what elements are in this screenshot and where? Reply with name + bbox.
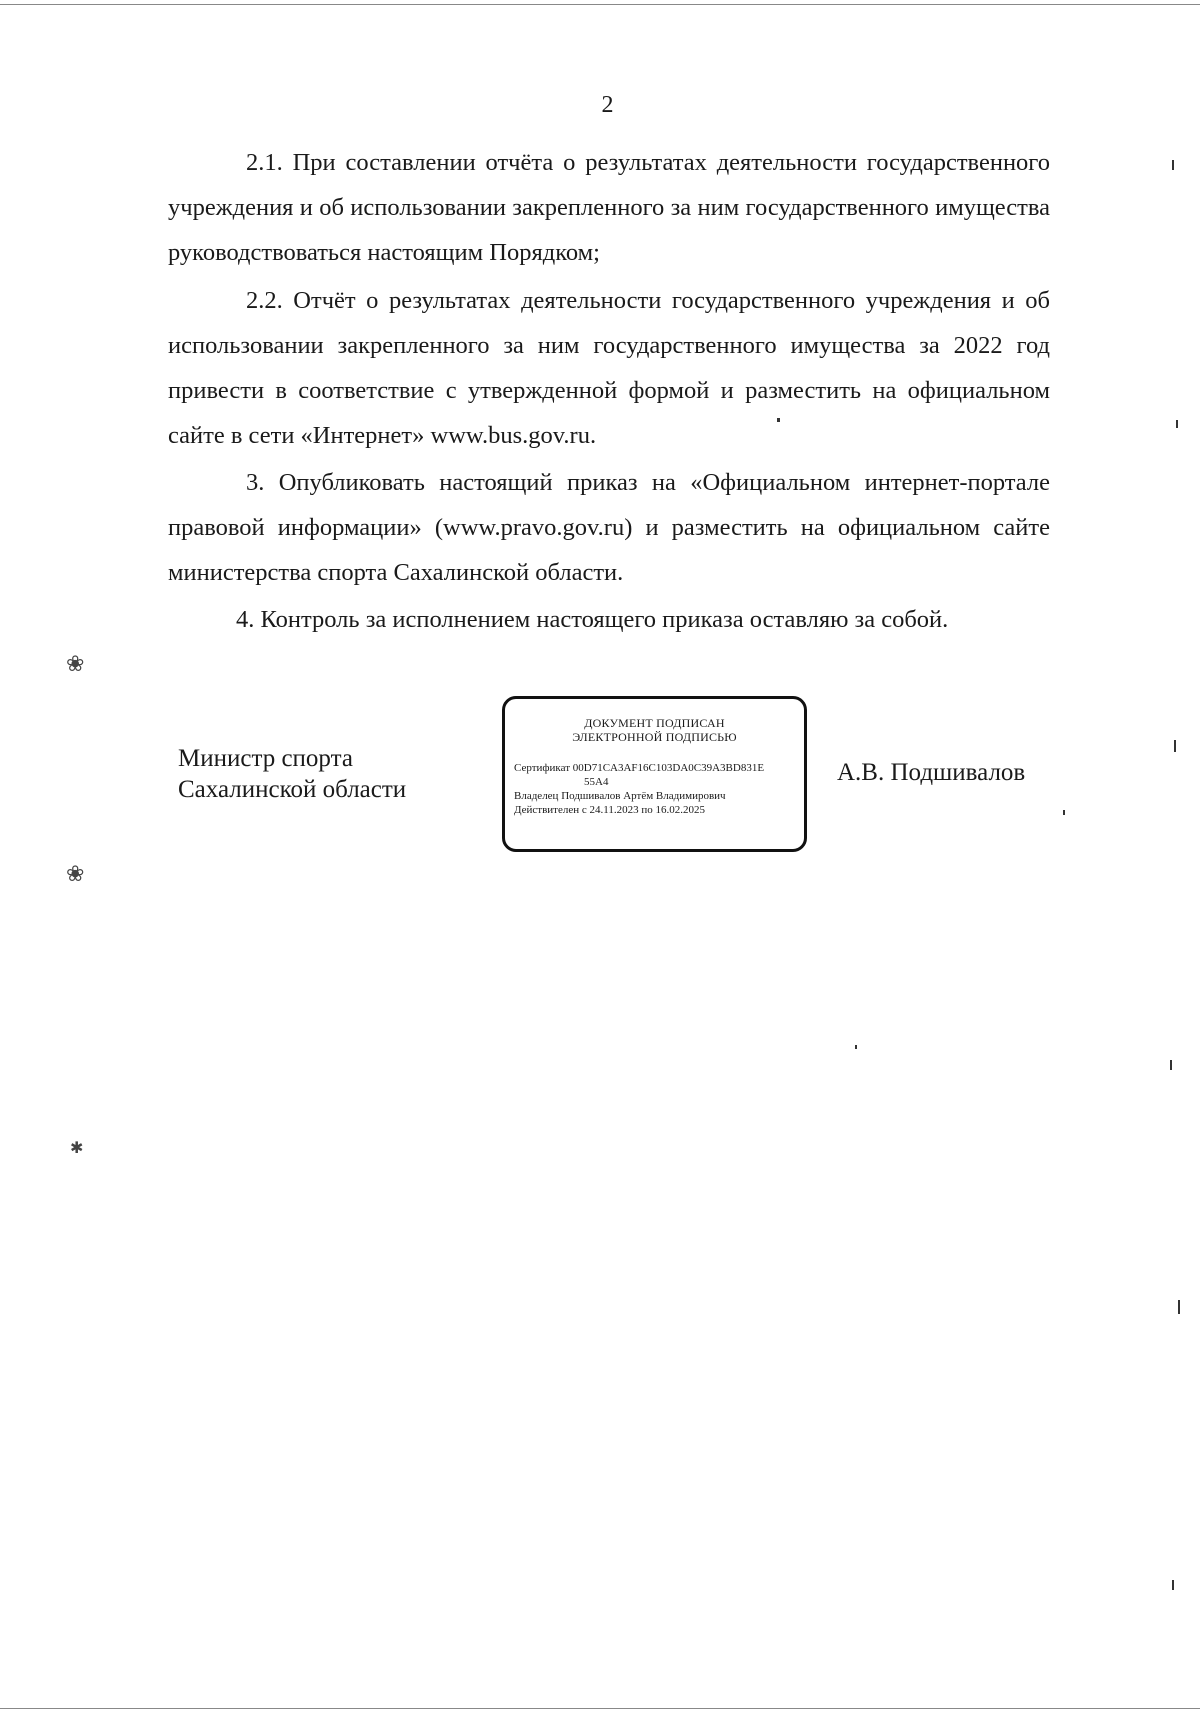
scan-noise [1170,1060,1172,1070]
paragraph-text: 2.2. Отчёт о результатах деятельности государственного учреждения и об использовании закрепленного за ним государственного имущества за 2022 год привести в соответствие с утвержденной формой и разместить на официальном сайте в сети «Интернет» www.bus.gov.ru. [168,287,1050,449]
paragraph-4 [168,597,1050,642]
scan-mark-icon: ✱ [70,1138,84,1157]
paragraph-text: 4. Контроль за исполнением настоящего приказа оставляю за собой. [236,606,949,633]
paragraph-text: 2.1. При составлении отчёта о результатах деятельности государственного учреждения и об использовании закрепленного за ним государственного имущества руководствоваться настоящим Порядком; [168,149,1050,266]
electronic-signature-stamp [502,696,807,852]
paragraph-text: 3. Опубликовать настоящий приказ на «Официальном интернет-портале правовой информации» (www.pravo.gov.ru) и разместить на официальном сайте министерства спорта Сахалинской области. [168,469,1050,586]
stamp-certificate: Сертификат 00D71CA3AF16C103DA0C39A3BD831E [514,762,765,774]
stamp-title [505,716,804,744]
signer-position-line1: Министр спорта [178,745,353,772]
signer-name: А.В. Подшивалов [837,759,1026,786]
paragraph-3 [168,460,1050,595]
stamp-owner: Владелец Подшивалов Артём Владимирович [514,790,726,802]
stamp-title-line2: ЭЛЕКТРОННОЙ ПОДПИСЬЮ [572,730,737,744]
scan-bottom-edge [0,1708,1200,1709]
signer-position [178,743,406,805]
stamp-certificate-continuation: 55A4 [584,776,609,788]
stamp-title-line1: ДОКУМЕНТ ПОДПИСАН [584,716,725,730]
paragraph-2-2 [168,278,1050,458]
page-number: 2 [601,92,614,118]
scan-mark-icon: ❀ [66,862,85,887]
signer-position-line2: Сахалинской области [178,776,407,803]
scan-top-edge [0,4,1200,5]
scan-noise [1172,1580,1174,1590]
scan-noise [855,1045,857,1049]
scan-noise [1176,420,1178,428]
scan-mark-icon: ❀ [66,652,85,677]
scan-noise [1174,740,1176,752]
stamp-validity: Действителен с 24.11.2023 по 16.02.2025 [514,804,705,816]
scan-noise [1178,1300,1180,1314]
scan-noise [777,418,780,422]
scan-noise [1172,160,1174,170]
paragraph-2-1 [168,140,1050,275]
scan-noise [1063,810,1065,815]
